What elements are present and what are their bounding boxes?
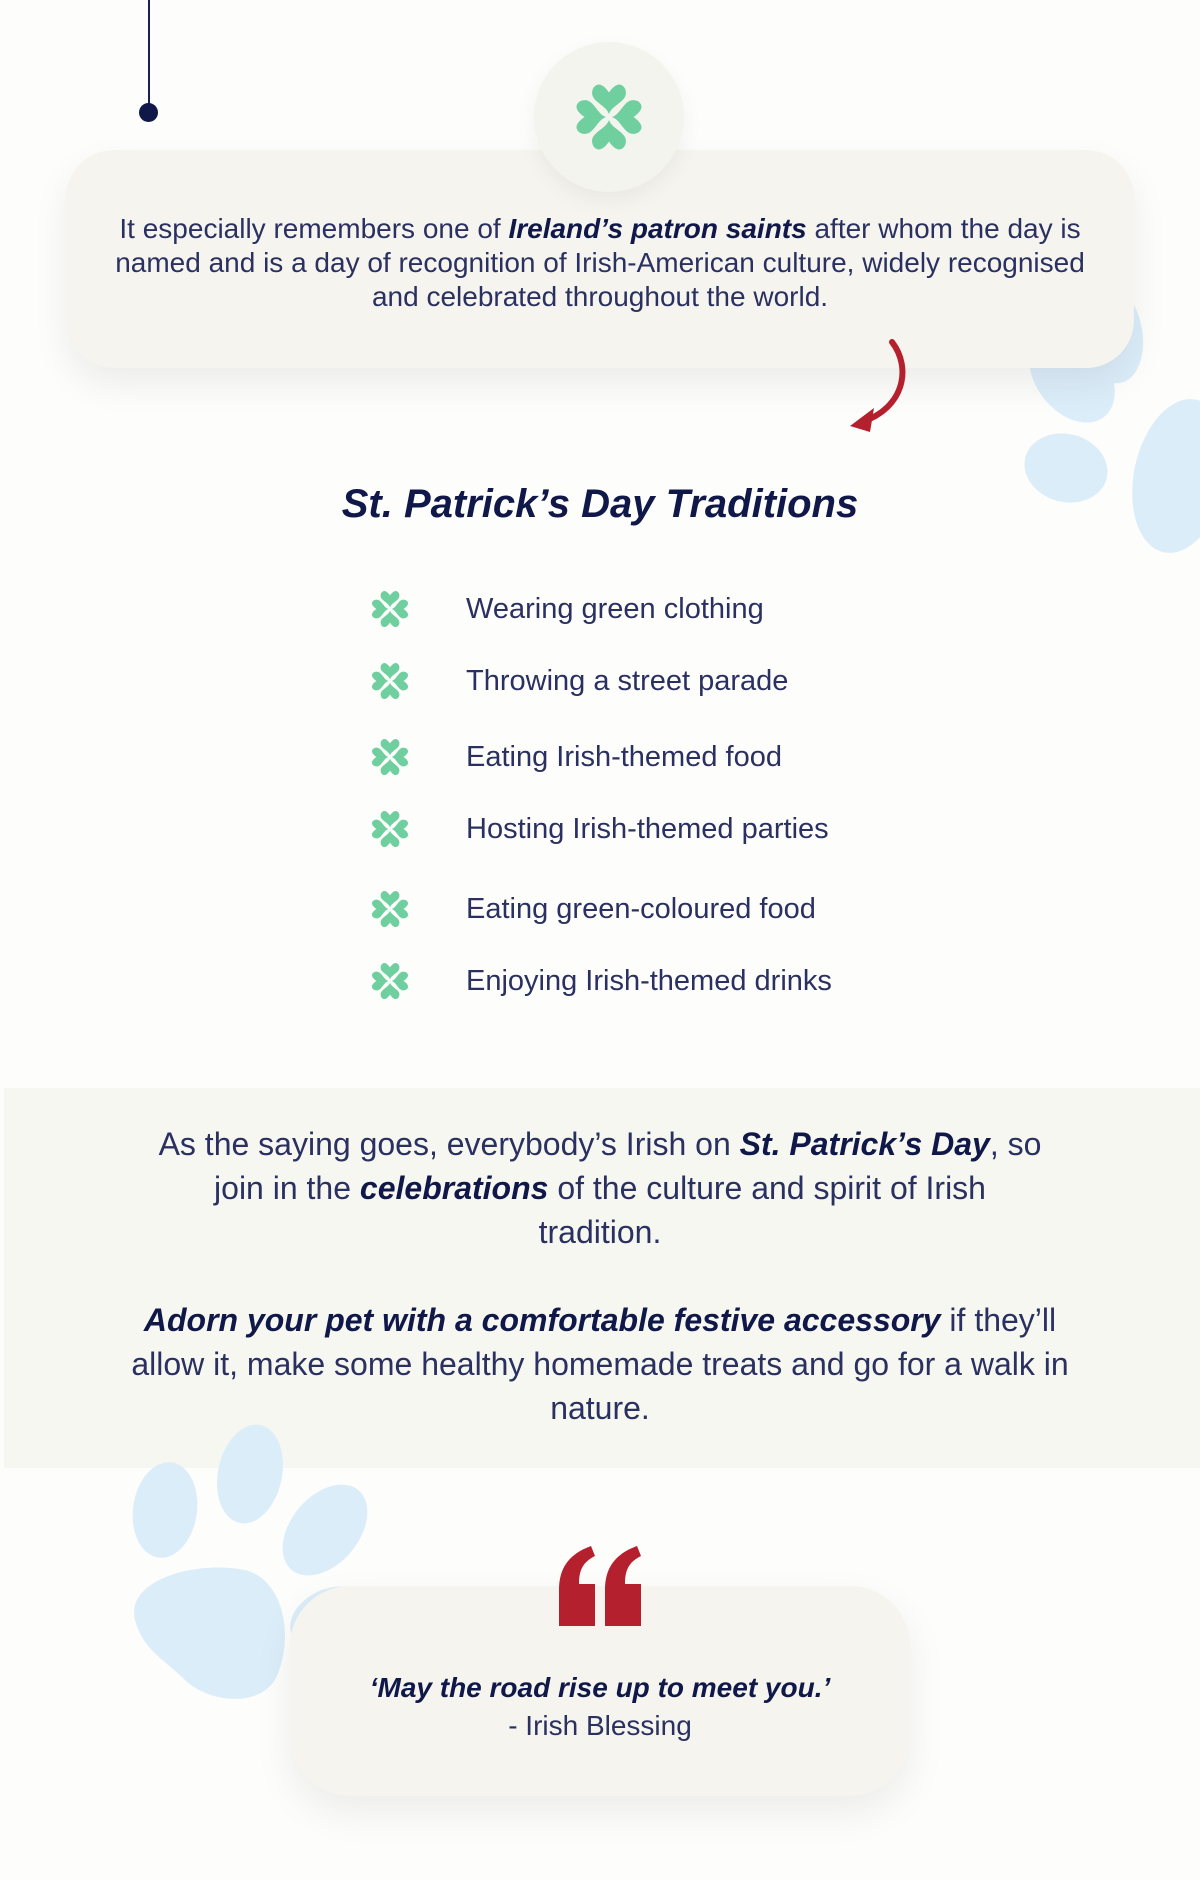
quote-author: - Irish Blessing <box>508 1710 692 1741</box>
timeline-dot <box>139 103 158 122</box>
tradition-label: Throwing a street parade <box>466 664 789 697</box>
four-leaf-clover-icon <box>370 661 410 701</box>
intro-text-part: after whom the day is named and is a day of recognition of Irish-American culture, widely recognised and celebrated throughout the world. <box>115 213 1085 312</box>
curved-arrow-icon <box>840 338 920 438</box>
four-leaf-clover-icon <box>370 737 410 777</box>
message-paragraph-1 <box>150 1122 1050 1254</box>
list-item <box>370 884 816 934</box>
clover-badge <box>534 42 684 192</box>
tradition-label: Enjoying Irish-themed drinks <box>466 964 832 997</box>
list-item <box>370 956 832 1006</box>
quote-mark-icon <box>555 1540 645 1630</box>
list-item <box>370 732 782 782</box>
intro-text-part: It especially remembers one of <box>119 213 509 244</box>
list-item <box>370 656 788 706</box>
timeline-line <box>148 0 150 110</box>
list-item <box>370 804 829 854</box>
message-paragraph-2 <box>120 1298 1080 1430</box>
message-emphasis: St. Patrick’s Day <box>739 1126 990 1162</box>
tradition-label: Eating green-coloured food <box>466 892 816 925</box>
four-leaf-clover-icon <box>370 889 410 929</box>
quote-text: ‘May the road rise up to meet you.’ <box>369 1672 831 1703</box>
tradition-label: Hosting Irish-themed parties <box>466 812 829 845</box>
list-item <box>370 584 764 634</box>
message-text: As the saying goes, everybody’s Irish on <box>158 1126 740 1162</box>
intro-text-emphasis: Ireland’s patron saints <box>508 213 807 244</box>
tradition-label: Eating Irish-themed food <box>466 740 782 773</box>
intro-text <box>96 212 1104 314</box>
traditions-title: St. Patrick’s Day Traditions <box>341 482 859 526</box>
tradition-label: Wearing green clothing <box>466 592 764 625</box>
message-emphasis: Adorn your pet with a comfortable festive accessory <box>143 1302 941 1338</box>
four-leaf-clover-icon <box>370 809 410 849</box>
message-text: , so join in the <box>214 1126 1042 1206</box>
four-leaf-clover-icon <box>370 589 410 629</box>
message-text: if they’ll allow it, make some healthy homemade treats and go for a walk in nature. <box>131 1302 1069 1426</box>
message-emphasis: celebrations <box>359 1170 549 1206</box>
message-text: of the culture and spirit of Irish tradition. <box>538 1170 986 1250</box>
four-leaf-clover-icon <box>573 81 645 153</box>
four-leaf-clover-icon <box>370 961 410 1001</box>
